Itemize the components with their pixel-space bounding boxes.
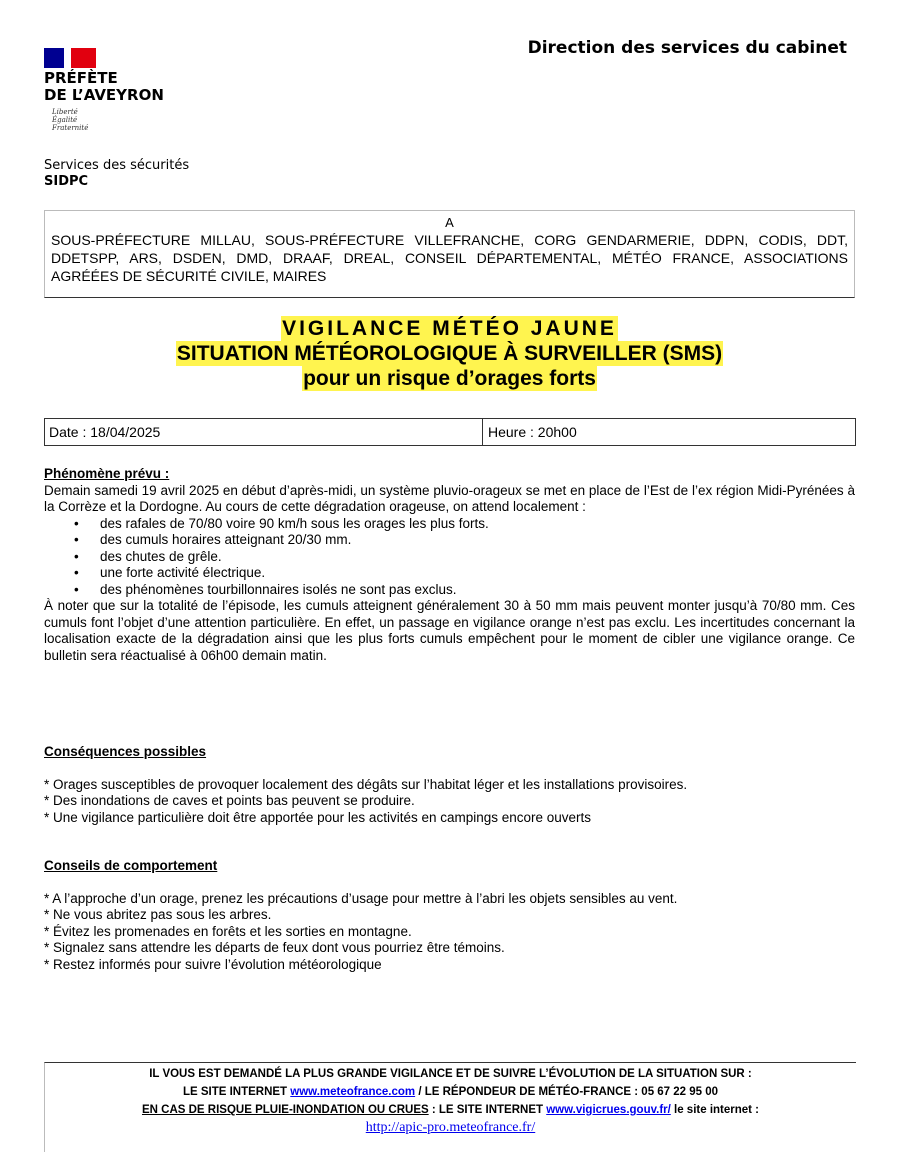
list-item: * Orages susceptibles de provoquer localement des dégâts sur l’habitat léger et les installations provisoires. <box>44 776 688 792</box>
date-time-table <box>44 418 856 446</box>
prefecture-name <box>44 70 164 104</box>
prefecture-line2: DE L’AVEYRON <box>44 86 164 104</box>
title-risk: pour un risque d’orages forts <box>303 367 596 390</box>
footer-box <box>44 1062 856 1152</box>
recipients-box <box>44 210 855 298</box>
footer-flood-risk-label: EN CAS DE RISQUE PLUIE-INONDATION OU CRUES <box>141 1104 429 1116</box>
republic-motto <box>52 108 88 132</box>
footer-line3 <box>45 1101 856 1119</box>
bulletin-date: Date : 18/04/2025 <box>45 419 483 445</box>
title-situation: SITUATION MÉTÉOROLOGIQUE À SURVEILLER (SMS) <box>176 342 723 365</box>
bulletin-time: Heure : 20h00 <box>488 424 577 440</box>
footer-line3-mid: : LE SITE INTERNET <box>428 1104 547 1116</box>
list-item: * Signalez sans attendre les départs de feux dont vous pourriez être témoins. <box>44 940 505 955</box>
phenomene-heading: Phénomène prévu : <box>44 466 170 481</box>
list-item: * Ne vous abritez pas sous les arbres. <box>44 907 272 922</box>
phenomene-outro: À noter que sur la totalité de l’épisode, les cumuls atteignent généralement 30 à 50 mm mais peuvent monter jusqu’à 70/80 mm. Ces cumuls font l’objet d’une attention particulière. En effet, un passage en vigilance orange n’est pas exclu. Les incertitudes concernant la localisation exacte de la dégradation ainsi que les plus forts cumuls empêchent pour le moment de cibler une vigilance orange. Ce bulletin sera réactualisé à 06h00 demain matin. <box>44 598 855 663</box>
list-item: • des chutes de grêle. <box>100 549 855 566</box>
motto-egalite: Égalité <box>52 116 78 124</box>
marianne-logo <box>44 48 96 68</box>
recipients-list: SOUS-PRÉFECTURE MILLAU, SOUS-PRÉFECTURE VILLEFRANCHE, CORG GENDARMERIE, DDPN, CODIS, DDT, DDETSPP, ARS, DSDEN, DMD, DRAAF, DREAL, CONSEIL DÉPARTEMENTAL, MÉTÉO FRANCE, ASSOCIATIONS AGRÉÉES DE SÉCURITÉ CIVILE, MAIRES <box>51 232 848 284</box>
list-item: * Une vigilance particulière doit être apportée pour les activités en campings encore ouverts <box>44 809 592 825</box>
list-item: * Des inondations de caves et points bas peuvent se produire. <box>44 793 415 808</box>
service-block <box>44 158 189 190</box>
list-item: * A l’approche d’un orage, prenez les précautions d’usage pour mettre à l’abri les objets sensibles au vent. <box>44 890 678 906</box>
phenomene-intro: Demain samedi 19 avril 2025 en début d’après-midi, un système pluvio-orageux se met en place de l’Est de l’ex région Midi-Pyrénées à la Corrèze et la Dordogne. Au cours de cette dégradation orageuse, on attend localement : <box>44 482 855 514</box>
direction-title: Direction des services du cabinet <box>527 38 847 58</box>
motto-fraternite: Fraternité <box>52 124 89 132</box>
footer-line2-suffix: / LE RÉPONDEUR DE MÉTÉO-FRANCE : 05 67 22 95 00 <box>415 1086 719 1098</box>
meteofrance-link[interactable]: www.meteofrance.com <box>290 1086 416 1098</box>
phenomene-section <box>44 466 855 664</box>
service-name: Services des sécurités <box>44 158 190 173</box>
footer-line2-prefix: LE SITE INTERNET <box>182 1086 291 1098</box>
service-acronym: SIDPC <box>44 174 89 189</box>
footer-line1: IL VOUS EST DEMANDÉ LA PLUS GRANDE VIGILANCE ET DE SUIVRE L’ÉVOLUTION DE LA SITUATION SUR : <box>149 1068 752 1080</box>
footer-line3-suffix: le site internet : <box>670 1104 760 1116</box>
vigicrues-link[interactable]: www.vigicrues.gouv.fr/ <box>546 1104 671 1116</box>
list-item: • des rafales de 70/80 voire 90 km/h sous les orages les plus forts. <box>100 516 855 533</box>
apic-link[interactable]: http://apic-pro.meteofrance.fr/ <box>365 1120 536 1135</box>
list-item: • des phénomènes tourbillonnaires isolés ne sont pas exclus. <box>100 582 855 599</box>
list-item: • une forte activité électrique. <box>100 565 855 582</box>
conseils-section <box>44 858 855 973</box>
conseils-heading: Conseils de comportement <box>44 858 218 873</box>
bulletin-title <box>0 316 899 391</box>
list-item: * Restez informés pour suivre l’évolution météorologique <box>44 956 382 972</box>
prefecture-line1: PRÉFÈTE <box>44 69 118 87</box>
list-item: * Évitez les promenades en forêts et les sorties en montagne. <box>44 923 412 939</box>
footer-line2 <box>45 1083 856 1101</box>
title-vigilance-level: VIGILANCE MÉTÉO JAUNE <box>282 317 617 340</box>
list-item: • des cumuls horaires atteignant 20/30 mm. <box>100 532 855 549</box>
motto-liberte: Liberté <box>52 108 78 116</box>
consequences-section <box>44 744 855 826</box>
phenomene-bullet-list <box>44 516 855 599</box>
recipients-label: A <box>445 215 454 230</box>
consequences-heading: Conséquences possibles <box>44 744 207 759</box>
